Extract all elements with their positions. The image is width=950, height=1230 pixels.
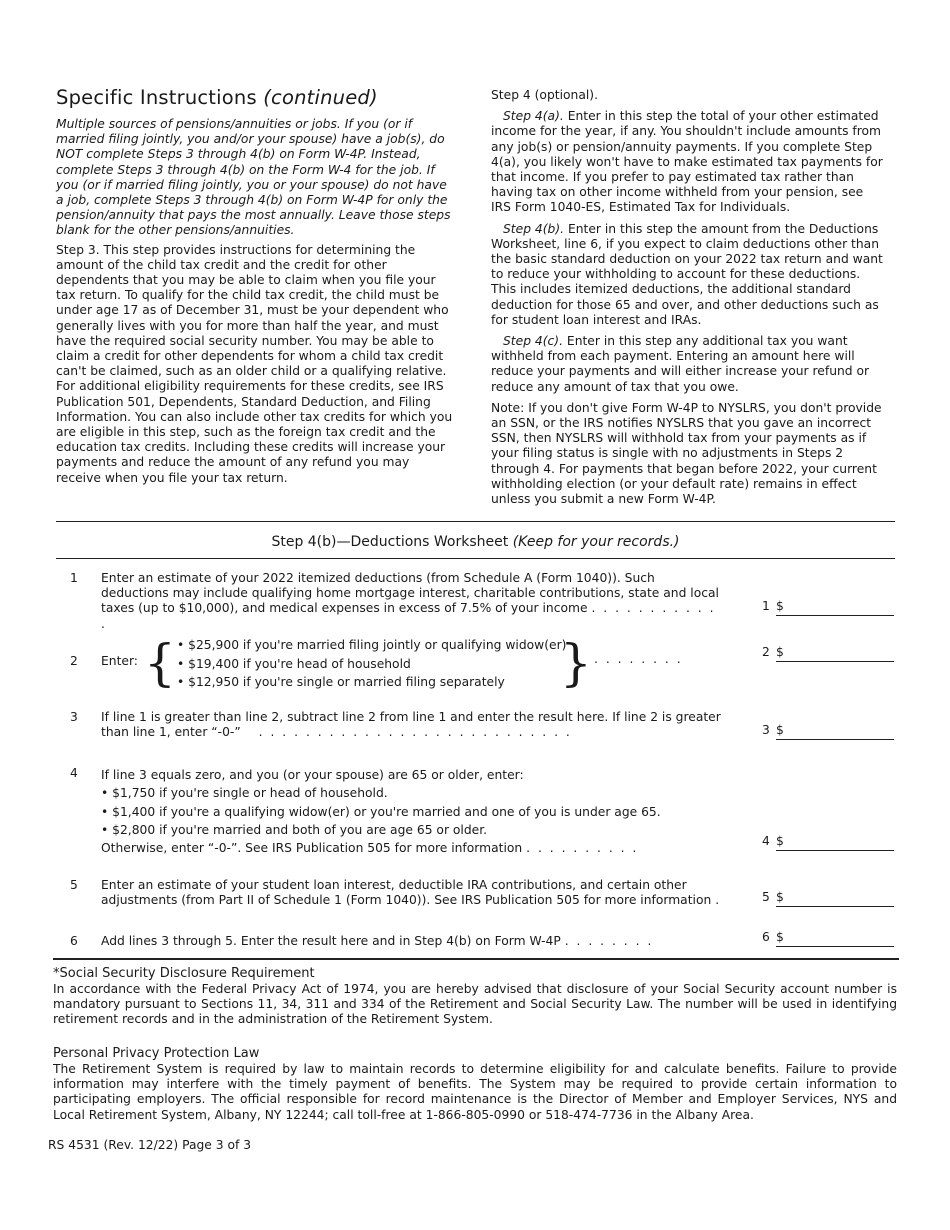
left-column [56, 86, 454, 486]
right-brace: } [560, 634, 592, 692]
line-number: 4 [70, 766, 78, 780]
worksheet-top-divider [56, 521, 895, 522]
ssn-disclosure-section [53, 966, 897, 1028]
option-single: • $12,950 if you're single or married filing separately [177, 675, 505, 689]
line-number: 6 [70, 934, 78, 948]
privacy-law-title: Personal Privacy Protection Law [53, 1046, 260, 1061]
option-head-of-household: • $19,400 if you're head of household [177, 656, 411, 671]
line-number: 2 [70, 654, 78, 668]
line-text: Enter: [101, 654, 138, 668]
page-title: Specific Instructions (continued) [56, 86, 378, 109]
line-3-amount-field[interactable]: 3 $ [762, 723, 894, 738]
multiple-sources-paragraph: Multiple sources of pensions/annuities or jobs. If you (or if married filing jointly, you and/or your spouse) have a job(s), do NOT complete Steps 3 through 4(b) on Form W-4P. Instead, complete Steps 3 through 4(b) on the Form W-4 for the job. If you (or if married filing jointly, you or your spouse) do not have a job, complete Steps 3 through 4(b) on Form W-4P for only the pension/annuity that pays the most annually. Leave those steps blank for the other pensions/annuities. [56, 117, 451, 238]
step3-paragraph: Step 3. This step provides instructions for determining the amount of the child tax credit and the credit for other dependents that you may be able to claim when you file your tax return. To qualify for the child tax credit, the child must be under age 17 as of December 31, must be your dependent who generally lives with you for more than half the year, and must have the required social security number. You may be able to claim a credit for other dependents for whom a child tax credit can't be claimed, such as an older child or a qualifying relative. For additional eligibility requirements for these credits, see IRS Publication 501, Dependents, Standard Deduction, and Filing Information. You can also include other tax credits for which you are eligible in this step, such as the foreign tax credit and the education tax credits. Including these credits will increase your payments and reduce the amount of any refund you may receive when you file your tax return. [56, 242, 453, 485]
line-5-amount-field[interactable]: 5 $ [762, 890, 894, 905]
line-6-amount-field[interactable]: 6 $ [762, 930, 894, 945]
privacy-law-section [53, 1046, 897, 1123]
line-text: Add lines 3 through 5. Enter the result here and in Step 4(b) on Form W-4P . . . . . . . . [101, 934, 654, 948]
step4-heading: Step 4 (optional). [491, 88, 598, 102]
line-1-amount-field[interactable]: 1 $ [762, 599, 894, 614]
line-text: If line 3 equals zero, and you (or your spouse) are 65 or older, enter: • $1,750 if you're single or head of household. • $1,400 if you're a qualifying widow(er) or you're married and one of you is under age 65. • $2,800 if you're married and both of you are age 65 or older. Otherwise, enter “-0-”. See IRS Publication 505 for more information . . . . . . . . . . [101, 766, 741, 857]
worksheet-bottom-divider [53, 958, 899, 960]
line-text: Enter an estimate of your student loan interest, deductible IRA contributions, and certain other adjustments (from Part II of Schedule 1 (Form 1040)). See IRS Publication 505 for more information . [101, 878, 722, 908]
option-qualifying-widow: • $1,400 if you're a qualifying widow(er) or you're married and one of you is under age 65. [101, 804, 661, 819]
line-2-options [177, 636, 577, 692]
line-2-dots: . . . . . . . . [594, 652, 683, 666]
line-number: 3 [70, 710, 78, 724]
step4c-paragraph: Step 4(c). Enter in this step any additional tax you want withheld from each payment. Entering an amount here will reduce your payments and will either increase your refund or reduce any amount of tax that you owe. [491, 334, 870, 394]
line-number: 1 [70, 571, 78, 585]
ssn-disclosure-text: In accordance with the Federal Privacy Act of 1974, you are hereby advised that disclosure of your Social Security account number is mandatory pursuant to Sections 11, 34, 311 and 334 of the Retirement and Social Security Law. The number will be used in identifying retirement records and in the administration of the Retirement System. [53, 982, 897, 1027]
line-text: Enter an estimate of your 2022 itemized deductions (from Schedule A (Form 1040)). Such deductions may include qualifying home mortgage interest, charitable contributions, state and local taxes (up to $10,000), and medical expenses in excess of 7.5% of your income . . . . . . . . . . . . [101, 571, 719, 631]
option-married-jointly: • $25,900 if you're married filing jointly or qualifying widow(er) [177, 638, 567, 652]
left-brace: { [144, 634, 176, 692]
line-text: If line 1 is greater than line 2, subtract line 2 from line 1 and enter the result here. If line 2 is greater than line 1, enter “-0-” . . . . . . . . . . . . . . . . . . . . . . . . . . . [101, 710, 721, 740]
step4b-paragraph: Step 4(b). Enter in this step the amount from the Deductions Worksheet, line 6, if you expect to claim deductions other than the basic standard deduction on your 2022 tax return and want to reduce your withholding to account for these deductions. This includes itemized deductions, the additional standard deduction for those 65 and over, and other deductions such as for student loan interest and IRAs. [491, 221, 883, 327]
page-identifier: RS 4531 (Rev. 12/22) Page 3 of 3 [48, 1138, 252, 1152]
right-column [491, 88, 887, 513]
worksheet-header-divider [56, 558, 895, 559]
line-2-amount-field[interactable]: 2 $ [762, 645, 894, 660]
line-number: 5 [70, 878, 78, 892]
option-married-both-65: • $2,800 if you're married and both of you are age 65 or older. [101, 822, 488, 837]
step4a-paragraph: Step 4(a). Enter in this step the total of your other estimated income for the year, if any. You shouldn't include amounts from any job(s) or pension/annuity payments. If you complete Step 4(a), you likely won't have to make estimated tax payments for that income. If you prefer to pay estimated tax rather than having tax on other income withheld from your pension, see IRS Form 1040-ES, Estimated Tax for Individuals. [491, 109, 883, 215]
note-paragraph: Note: If you don't give Form W-4P to NYSLRS, you don't provide an SSN, or the IRS notifies NYSLRS that you gave an incorrect SSN, then NYSLRS will withhold tax from your payments as if your filing status is single with no adjustments in Steps 2 through 4. For payments that began before 2022, your current withholding election (or your default rate) remains in effect unless you submit a new Form W-4P. [491, 400, 882, 507]
worksheet-title: Step 4(b)—Deductions Worksheet (Keep for your records.) [271, 534, 680, 550]
privacy-law-text: The Retirement System is required by law to maintain records to determine eligibility for and calculate benefits. Failure to provide information may interfere with the timely payment of benefits. The System may be required to provide certain information to participating employers. The official responsible for record maintenance is the Director of Member and Employer Services, NYS and Local Retirement System, Albany, NY 12244; call toll-free at 1-866-805-0990 or 518-474-7736 in the Albany Area. [53, 1062, 897, 1122]
ssn-disclosure-title: *Social Security Disclosure Requirement [53, 966, 315, 981]
option-single-hoh: • $1,750 if you're single or head of household. [101, 786, 388, 801]
line-4-amount-field[interactable]: 4 $ [762, 834, 894, 849]
